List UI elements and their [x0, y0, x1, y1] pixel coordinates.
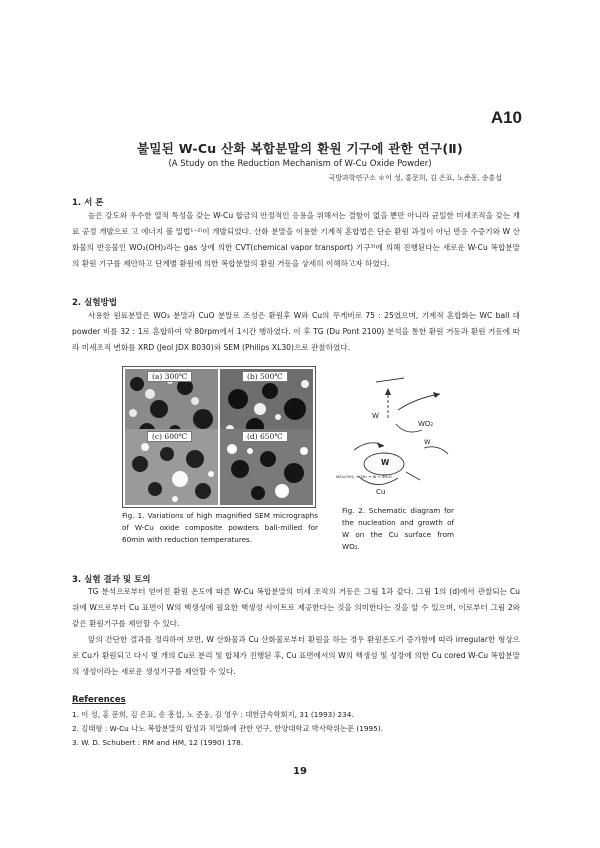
references-list — [72, 708, 383, 750]
section-body-intro — [72, 208, 520, 272]
panel-label: (c) 600℃ — [147, 431, 192, 442]
paper-subtitle: (A Study on the Reduction Mechanism of W-Cu Oxide Powder) — [168, 159, 432, 169]
reference-item: 3. W. D. Schubert : RM and HM, 12 (1990) 178. — [72, 738, 244, 747]
section-heading-methods: 2. 실험방법 — [72, 298, 117, 308]
panel-label: (a) 300℃ — [147, 371, 192, 382]
section-heading-intro: 1. 서 론 — [72, 198, 104, 208]
figure-2-caption: Fig. 2. Schematic diagram for the nucleation and growth of W on the Cu surface from WO₂. — [342, 506, 454, 551]
label-w-center: W — [381, 458, 390, 467]
paragraph: 앞의 간단한 결과를 정리하여 보면, W 산화물과 Cu 산화물로부터 환원을 하는 경우 환원온도기 증가함에 따라 irregular한 형상으로 Cu가 환원되고 다시 몇 개의 Cu로 분리 및 합체가 진행된 후, Cu 표면에서의 W의 핵생성 및 성장에 의한 Cu cored W-Cu 복합분말의 생성이라는 새로운 생성기구를 제안할 수 있다. — [72, 635, 520, 676]
paper-title: 불밀된 W-Cu 산화 복합분말의 환원 기구에 관한 연구(Ⅱ) — [137, 141, 463, 156]
section-body-results — [72, 584, 520, 680]
session-code: A10 — [490, 108, 522, 127]
section-heading-results: 3. 실험 결과 및 토의 — [72, 575, 151, 585]
micrograph-panel-d — [220, 429, 313, 505]
figure-1-micrographs — [122, 366, 316, 508]
figure-1-caption: Fig. 1. Variations of high magnified SEM micrographs of W-Cu oxide composite powders ball-milled for 60min with reduction temperatures. — [122, 511, 318, 544]
reference-item: 1. 이 성, 홍 문희, 김 은표, 송 흥섭, 노 준웅, 김 영우 : 대한금속학회지, 31 (1993) 234. — [72, 710, 354, 719]
label-w-highlight: W — [424, 438, 431, 446]
label-w-top: W — [372, 412, 379, 420]
label-reaction: WO₂(OH)₂ + 3H₂ → W + 4H₂O — [336, 474, 392, 479]
paragraph: 사용한 원료분말은 WO₃ 분말과 CuO 분말로 조성은 환원후 W와 Cu의 무게비로 75 : 25였으며, 기계적 혼합화는 WC ball 대 powder 비를 32 : 1로 혼합하여 약 80rpm에서 1시간 행하였다. 이 후 TG (Du Pont 2100) 분석을 통한 환원 거동과 환원 거동에 따라 미세조직 변화를 XRD (Jeol JDX 8030)와 SEM (Philips XL30)으로 관찰하였다. — [72, 311, 520, 352]
label-cu: Cu — [376, 488, 386, 496]
author-list: 국방과학연구소 ＊이 성, 홍문희, 김 은표, 노준웅, 송흥섭 — [328, 174, 502, 182]
reference-item: 2. 김태형 : W-Cu 나노 복합분말의 합성과 치밀화에 관한 연구, 한양대학교 박사학위논문 (1995). — [72, 724, 383, 733]
micrograph-panel-c — [125, 429, 218, 505]
page-number: 19 — [293, 766, 307, 777]
label-wo2: WO₂ — [418, 420, 434, 428]
references-heading: References — [72, 695, 126, 705]
panel-label: (b) 500℃ — [242, 371, 288, 382]
paragraph: 높은 강도와 우수한 열적 특성을 갖는 W-Cu 합금의 안정적인 응용을 위해서는 결함이 없을 뿐만 아니라 균일한 미세조직을 갖는 재료 공정 개발으로 고 에너지 볼 밀법¹⁻²⁾이 개발되었다. 산화 분말을 이용한 기계적 혼합법은 단순 환원 과정이 아닌 반응 수증기와 W 산화물의 반응물인 WO₂(OH)₂라는 gas 상에 의한 CVT(chemical vapor transport) 기구³⁾에 의해 진행된다는 새로운 W-Cu 복합분말의 환원 기구를 제안하고 단계별 환원에 의한 복합분말의 환원 거동을 상세히 이해하고자 하였다. — [72, 211, 520, 268]
section-body-methods — [72, 308, 520, 356]
panel-label: (d) 650℃ — [242, 431, 288, 442]
figure-2-schematic — [336, 376, 460, 506]
paragraph: TG 분석으로부터 얻어진 환원 온도에 따른 W-Cu 복합분말의 미세 조직의 거동은 그림 1과 같다. 그림 1의 (d)에서 관찰되는 Cu 위에 W으로부터 Cu 표면이 W의 핵생성에 필요한 핵생성 사이트로 제공한다는 것을 의미한다는 것을 알 수 있으며, 이로부터 그림 2와 같은 환원기구를 제안할 수 있다. — [72, 587, 520, 628]
